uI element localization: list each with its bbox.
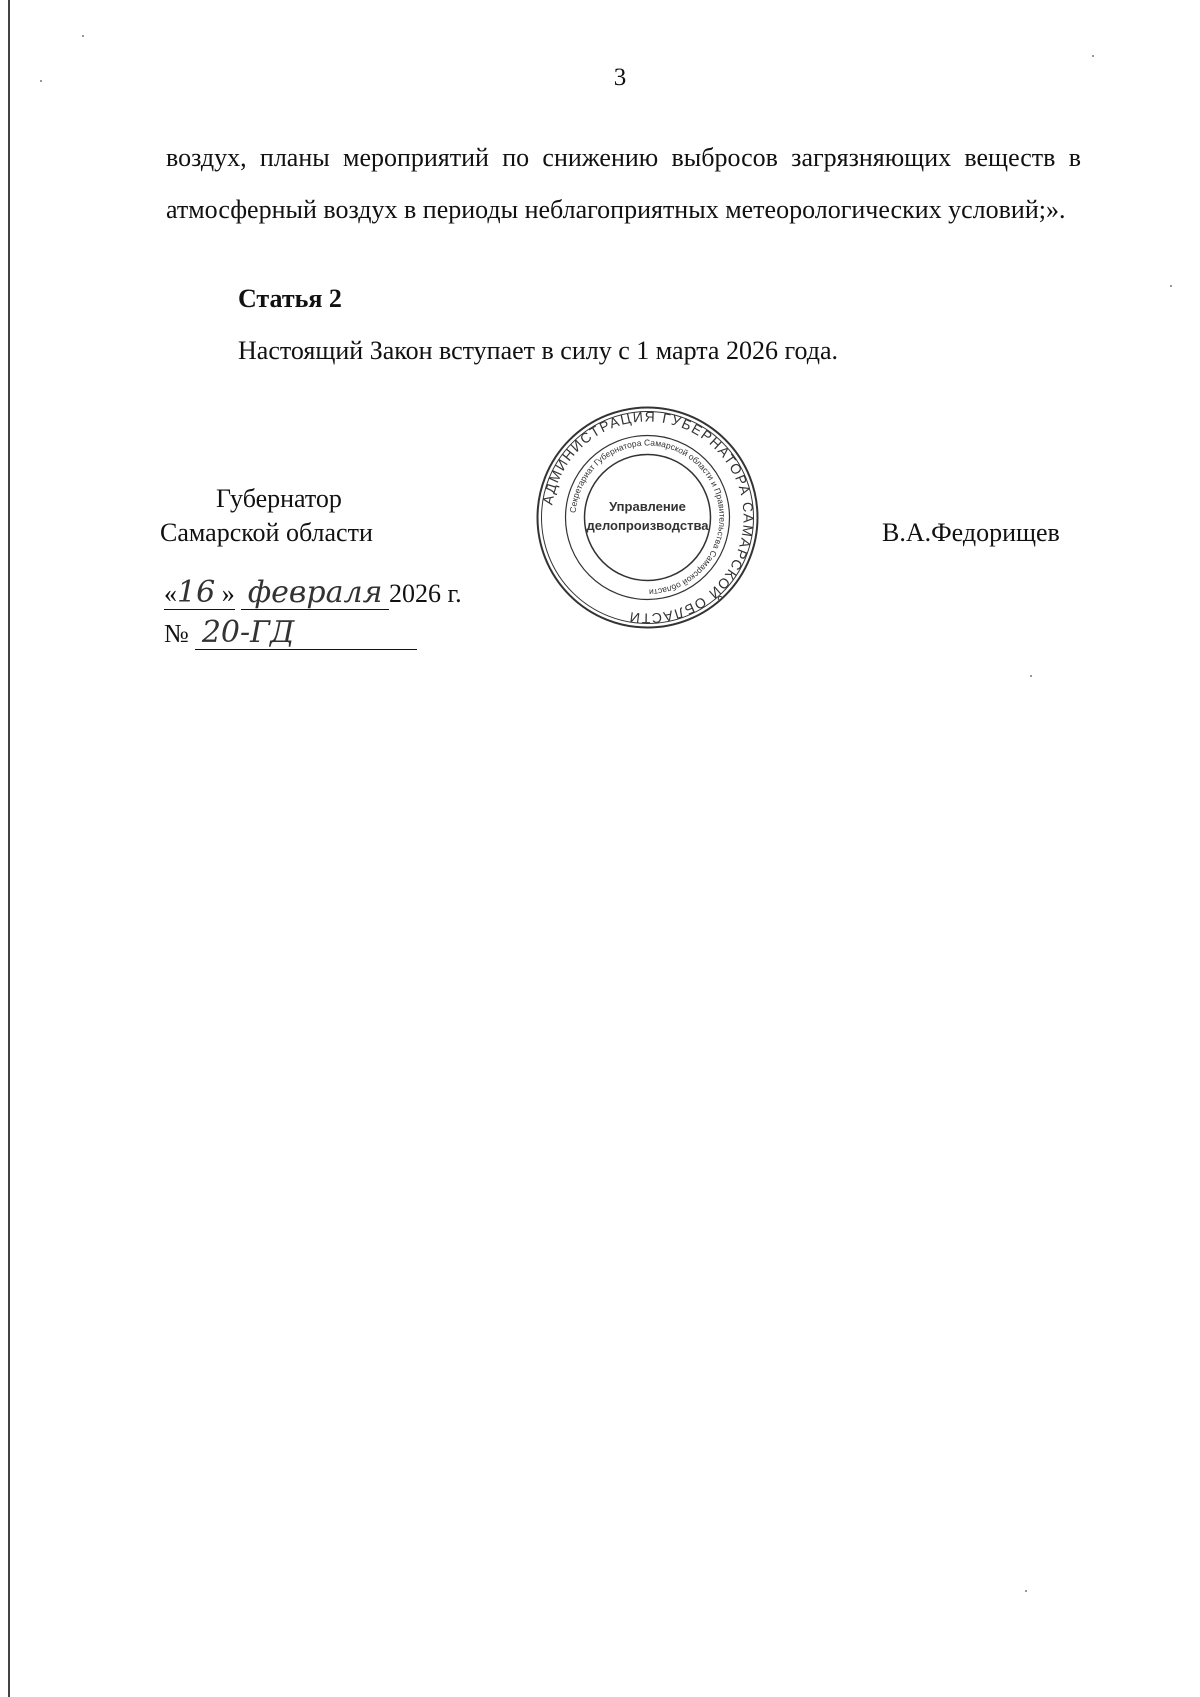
date-year: 2026 г. bbox=[388, 579, 462, 608]
scan-speck bbox=[40, 80, 42, 82]
article-heading: Статья 2 bbox=[238, 284, 342, 313]
signature-title-line1: Губернатор bbox=[216, 484, 342, 513]
date-month: февраля bbox=[247, 575, 383, 610]
left-margin-line bbox=[8, 0, 10, 1697]
scan-speck bbox=[1092, 55, 1094, 57]
stamp-center-line2: делопроизводства bbox=[586, 518, 709, 533]
date-day-field: «16 » bbox=[164, 575, 235, 610]
number-prefix: № bbox=[164, 619, 189, 648]
date-day: 16 bbox=[177, 575, 216, 610]
scan-speck bbox=[82, 35, 84, 37]
scan-speck bbox=[1170, 285, 1172, 287]
page-number: 3 bbox=[613, 64, 627, 91]
document-number-field bbox=[195, 615, 417, 650]
scan-speck bbox=[1025, 1590, 1027, 1592]
official-seal-stamp bbox=[535, 405, 760, 630]
stamp-inner-text: Секретариат Губернатора Самарской области и Правительства Самарской области bbox=[567, 437, 728, 598]
signer-name: В.А.Федорищев bbox=[882, 518, 1060, 547]
document-number-line bbox=[164, 615, 417, 650]
paragraph-continuation: воздух, планы мероприятий по снижению выбросов загрязняющих веществ в атмосферный воздух в периоды неблагоприятных метеорологических условий;». bbox=[166, 143, 1081, 224]
date-line bbox=[164, 575, 462, 610]
signature-title-line2: Самарской области bbox=[160, 518, 373, 547]
article-text: Настоящий Закон вступает в силу с 1 марта 2026 года. bbox=[238, 336, 838, 365]
stamp-outer-text: АДМИНИСТРАЦИЯ ГУБЕРНАТОРА САМАРСКОЙ ОБЛАСТИ bbox=[539, 408, 757, 627]
document-number: 20-ГД bbox=[201, 615, 295, 650]
scan-speck bbox=[1030, 675, 1032, 677]
signature-block bbox=[160, 482, 373, 550]
date-month-field bbox=[241, 575, 389, 610]
stamp-center-line1: Управление bbox=[609, 499, 686, 514]
